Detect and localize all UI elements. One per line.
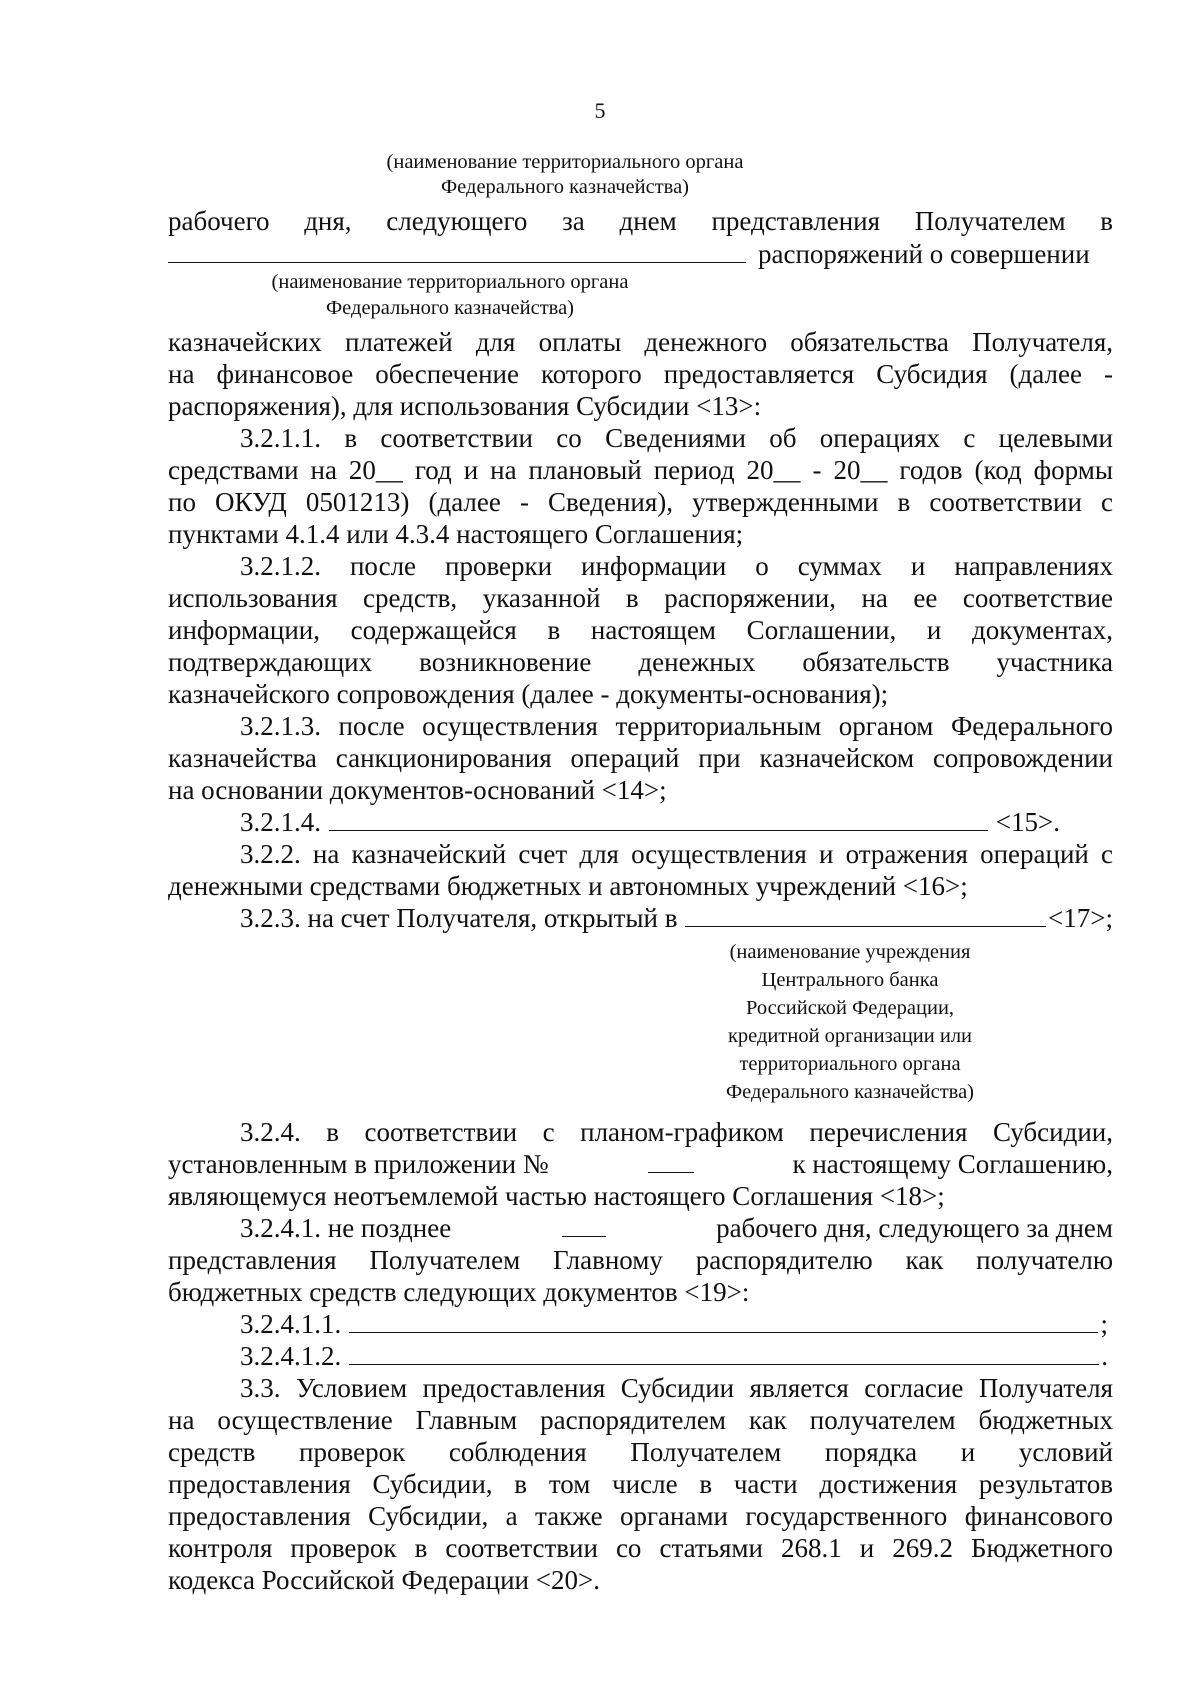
fill-in-blank	[562, 1212, 606, 1237]
punctuation: .	[1101, 1341, 1108, 1371]
item-number: 3.2.1.4.	[240, 807, 321, 837]
paragraph-line-with-blank	[240, 902, 1113, 934]
paragraph-line-with-blank	[168, 238, 1113, 270]
paragraph-line-with-blank	[240, 806, 1060, 838]
paragraph-line: 3.2.1.1. в соответствии со Сведениями об операциях с целевыми	[240, 423, 1113, 453]
item-number: 3.2.4.1.2.	[240, 1341, 342, 1371]
caption-bank-line: территориального органа	[739, 1053, 961, 1075]
fill-in-blank	[349, 1340, 1099, 1365]
caption-bank-line: Центрального банка	[761, 969, 939, 991]
paragraph-line: средствами на 20__ год и на плановый период 20__ - 20__ годов (код формы	[168, 455, 1113, 485]
paragraph-line: представления Получателем Главному распорядителю как получателю	[168, 1245, 1113, 1275]
paragraph-text: распоряжений о совершении	[758, 239, 1090, 269]
paragraph-text: рабочего дня, следующего за днем	[716, 1213, 1113, 1243]
caption-bank-line: Российской Федерации,	[745, 997, 955, 1019]
paragraph-line: контроля проверок в соответствии со статьями 268.1 и 269.2 Бюджетного	[168, 1533, 1113, 1563]
paragraph-line: бюджетных средств следующих документов <19>:	[168, 1277, 750, 1307]
paragraph-line: денежными средствами бюджетных и автономных учреждений <16>;	[168, 871, 968, 901]
paragraph-line: пунктами 4.1.4 или 4.3.4 настоящего Соглашения;	[168, 519, 744, 549]
page-number: 5	[594, 98, 606, 123]
paragraph-text: установленным в приложении №	[168, 1149, 549, 1179]
footnote-ref: <17>;	[1048, 903, 1113, 933]
fill-in-blank	[349, 1308, 1098, 1333]
paragraph-line: кодекса Российской Федерации <20>.	[168, 1565, 600, 1595]
caption-treasury-line1: (наименование территориального органа	[386, 151, 744, 173]
caption-treasury-line1: (наименование территориального органа	[271, 271, 629, 293]
paragraph-line-with-blank	[240, 1340, 1108, 1372]
caption-bank-line: Федерального казначейства)	[725, 1081, 975, 1103]
paragraph-text: 3.2.3. на счет Получателя, открытый в	[240, 903, 678, 933]
paragraph-line: 3.2.2. на казначейский счет для осуществления и отражения операций с	[240, 839, 1113, 869]
paragraph-line: на основании документов-оснований <14>;	[168, 775, 667, 805]
caption-treasury-line2: Федерального казначейства)	[440, 176, 690, 198]
paragraph-line-with-blank	[240, 1212, 1113, 1244]
paragraph-line: по ОКУД 0501213) (далее - Сведения), утвержденными в соответствии с	[168, 487, 1113, 517]
paragraph-line-with-blank	[168, 1148, 1113, 1180]
paragraph-line: казначейства санкционирования операций при казначейском сопровождении	[168, 743, 1113, 773]
paragraph-line: являющемуся неотъемлемой частью настоящего Соглашения <18>;	[168, 1181, 945, 1211]
paragraph-line: казначейских платежей для оплаты денежного обязательства Получателя,	[168, 327, 1113, 357]
caption-bank-line: кредитной организации или	[727, 1025, 973, 1047]
footnote-ref: <15>.	[995, 807, 1060, 837]
paragraph-line: казначейского сопровождения (далее - документы-основания);	[168, 679, 889, 709]
paragraph-line: предоставления Субсидии, а также органами государственного финансового	[168, 1501, 1113, 1531]
paragraph-line: распоряжения), для использования Субсидии <13>:	[168, 391, 762, 421]
paragraph-line: предоставления Субсидии, в том числе в части достижения результатов	[168, 1469, 1113, 1499]
fill-in-blank	[685, 902, 1046, 927]
item-number: 3.2.4.1.1.	[240, 1309, 342, 1339]
paragraph-line: использования средств, указанной в распоряжении, на ее соответствие	[168, 583, 1113, 613]
fill-in-blank	[648, 1148, 694, 1173]
paragraph-line-with-blank	[240, 1308, 1108, 1340]
paragraph-line: 3.2.4. в соответствии с планом-графиком перечисления Субсидии,	[240, 1117, 1113, 1147]
punctuation: ;	[1100, 1309, 1108, 1339]
paragraph-line: на финансовое обеспечение которого предоставляется Субсидия (далее -	[168, 359, 1113, 389]
paragraph-line: подтверждающих возникновение денежных обязательств участника	[168, 647, 1113, 677]
paragraph-line: 3.3. Условием предоставления Субсидии является согласие Получателя	[240, 1373, 1113, 1403]
paragraph-line: средств проверок соблюдения Получателем порядка и условий	[168, 1437, 1113, 1467]
paragraph-line: 3.2.1.3. после осуществления территориальным органом Федерального	[240, 711, 1113, 741]
paragraph-line: информации, содержащейся в настоящем Соглашении, и документах,	[168, 615, 1113, 645]
caption-bank-line: (наименование учреждения	[729, 941, 971, 963]
paragraph-text: к настоящему Соглашению,	[792, 1149, 1113, 1179]
caption-treasury-line2: Федерального казначейства)	[325, 297, 575, 319]
paragraph-line: 3.2.1.2. после проверки информации о суммах и направлениях	[240, 551, 1113, 581]
paragraph-line: на осуществление Главным распорядителем как получателем бюджетных	[168, 1405, 1113, 1435]
fill-in-blank	[329, 806, 988, 831]
paragraph-text: 3.2.4.1. не позднее	[240, 1213, 452, 1243]
fill-in-blank	[168, 238, 746, 263]
paragraph-line: рабочего дня, следующего за днем представления Получателем в	[168, 206, 1113, 236]
